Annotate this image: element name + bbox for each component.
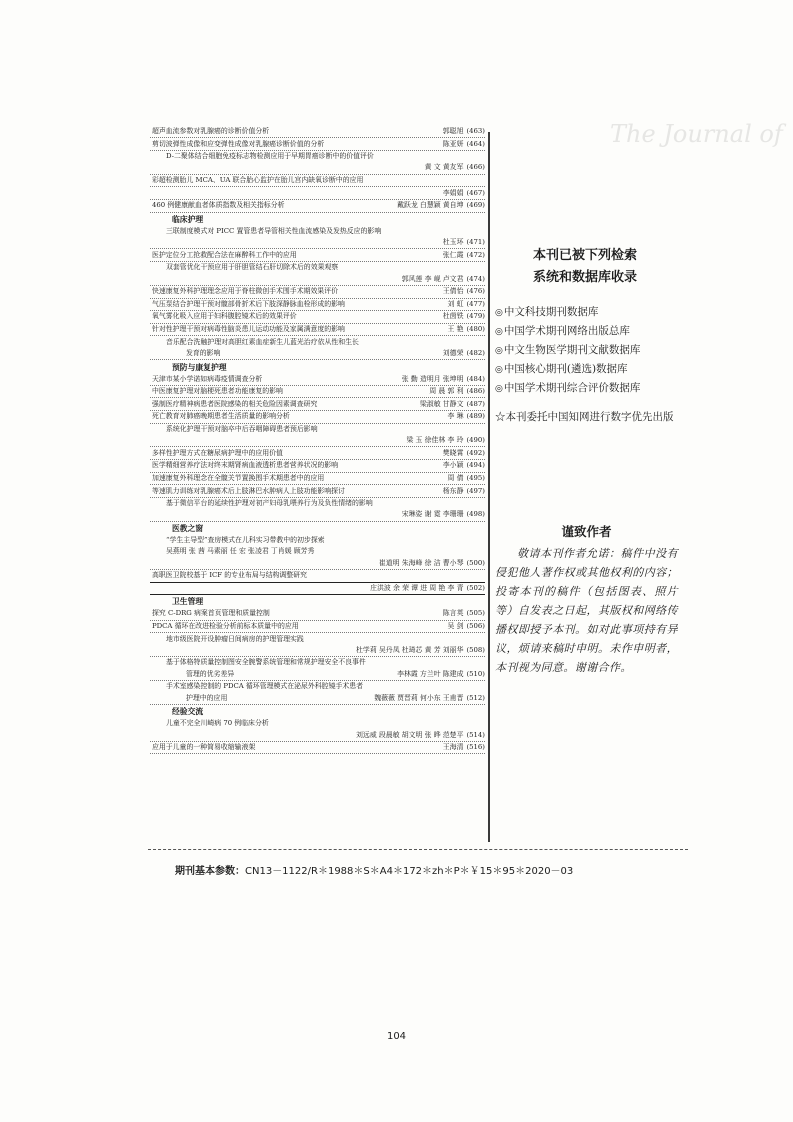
toc-entry-page: (514) <box>466 730 485 739</box>
indexing-title <box>495 245 675 289</box>
toc-entry-page: (505) <box>466 609 485 618</box>
toc-entry-page: (466) <box>466 163 485 172</box>
toc-entry <box>150 486 485 498</box>
toc-title-line: 音乐配合洗触护理对高胆红素血症新生儿蓝光治疗依从性和生长 <box>166 337 359 346</box>
toc-entry-authors: 李林霞 方兰叶 陈建成 <box>397 669 464 678</box>
toc-entry-title: 多样性护理方式在糖尿病护理中的应用价值 <box>152 448 283 457</box>
toc-entry-title: 快速康复外科护理理念应用于脊柱微创手术围手术期效果评价 <box>152 287 339 296</box>
toc-entry <box>150 299 485 311</box>
toc-entry-authors: 杜茵铁 <box>442 312 464 321</box>
toc-entry-authors: 郭风莲 李 岘 卢文君 <box>401 274 464 283</box>
toc-entry-page: (471) <box>466 238 485 247</box>
toc-entry-authors: 李 琳 <box>447 412 464 421</box>
toc-entry <box>150 237 485 249</box>
toc-entry-title: 针对性护理干预对病毒性脑炎患儿运动功能及家属满意度的影响 <box>152 325 345 334</box>
toc-entry-authors: 刘德荣 <box>442 348 464 357</box>
database-item: ◎ 中国学术期刊网络出版总库 <box>495 322 675 341</box>
toc-entry-authors: 王 艳 <box>447 325 464 334</box>
toc-title-line: 手术室感染控制的 PDCA 循环管理模式在泌尿外科腔镜手术患者 <box>166 682 364 691</box>
toc-entry-authors: 张仁霞 <box>442 250 464 259</box>
toc-entry-authors: 王海清 <box>442 743 464 752</box>
toc-entry-page: (490) <box>466 436 485 445</box>
toc-entry-page: (506) <box>466 622 485 630</box>
toc-entry-title: 加速康复外科理念在全髋关节置换围手术期患者中的应用 <box>152 473 325 482</box>
toc-entry-page: (467) <box>466 188 485 197</box>
toc-entry-authors: 魏薇薇 贾晋莉 何小东 王甫晋 <box>374 693 464 702</box>
toc-entry-authors: 庄洪波 余 荣 谭 进 周 艳 李 青 <box>370 583 464 592</box>
toc-title-line: 儿童不完全川崎病 70 例临床分析 <box>166 719 269 728</box>
toc-entry <box>150 126 485 138</box>
toc-entry-page: (502) <box>466 583 485 592</box>
toc-entry <box>150 669 485 681</box>
toc-entry <box>150 311 485 323</box>
toc-entry-page: (495) <box>466 473 485 482</box>
bleed-through-text: The Journal of <box>610 120 783 148</box>
indexing-title-line-1: 本刊已被下列检索 <box>532 248 637 263</box>
toc-title-line: 双套管优化干预应用于肝胆管结石肝切除术后的效果观察 <box>166 263 339 272</box>
toc-entry-title: 彩超检测胎儿 MCA、UA 联合胎心监护在胎儿宫内缺氧诊断中的应用 <box>152 176 364 185</box>
journal-parameters-value: CN13－1122/R＊1988＊S＊A4＊172＊zh＊P＊￥15＊95＊2020－03 <box>245 866 574 877</box>
toc-entry-page: (500) <box>466 558 485 567</box>
section-heading: 卫生管理 <box>172 597 204 607</box>
toc-entry <box>150 348 485 360</box>
author-notice-body: 敬请本刊作者允诺：稿件中没有侵犯他人著作权或其他权利的内容；投寄本刊的稿件（包括图表、照片等）自发表之日起，其版权和网络传播权即授予本刊。如对此事项持有异议，烦请来稿时申明。未作申明者，本刊视为同意。谢谢合作。 <box>495 547 678 674</box>
toc-entry-title: 医护定位分工抢救配合法在麻醉科工作中的应用 <box>152 250 297 259</box>
cnki-note: ☆本刊委托中国知网进行数字优先出版 <box>495 411 674 423</box>
toc-entry-page: (510) <box>466 669 485 678</box>
toc-entry-authors: 郭聪旭 <box>442 127 464 135</box>
toc-entry-page: (476) <box>466 287 485 296</box>
toc-entry-page: (463) <box>466 127 485 135</box>
toc-entry <box>150 162 485 174</box>
toc-entry-authors: 张 勤 造明月 张坤明 <box>401 374 464 383</box>
database-item: ◎ 中文生物医学期刊文献数据库 <box>495 341 675 360</box>
toc-entry-title: 460 例健康献血者体质指数及相关指标分析 <box>152 201 285 210</box>
toc-entry-title: 氧气雾化吸入应用于妇科腹腔镜术后的效果评价 <box>152 312 297 321</box>
toc-entry-title: 强制医疗精神病患者医院感染的相关危险因素调查研究 <box>152 399 318 408</box>
toc-entry-authors: 刘远威 段晨敏 胡文明 张 晔 范楚平 <box>356 730 464 739</box>
toc-entry-authors: 黄 文 黄友军 <box>424 163 464 172</box>
toc-entry <box>150 473 485 485</box>
toc-entry-page: (474) <box>466 274 485 283</box>
toc-entry-page: (497) <box>466 486 485 495</box>
toc-entry-authors: 杜玉环 <box>442 238 464 247</box>
toc-entry-page: (486) <box>466 387 485 396</box>
toc-entry-page: (479) <box>466 312 485 321</box>
toc-entry <box>150 608 485 620</box>
toc-entry-authors: 梁 玉 徐佳林 李 玲 <box>406 436 464 445</box>
toc-entry <box>150 374 485 386</box>
toc-entry-authors: 崔道明 朱海峰 徐 洁 曹小琴 <box>378 558 464 567</box>
indexing-title-line-2: 系统和数据库收录 <box>532 270 637 285</box>
database-item: ◎ 中国学术期刊综合评价数据库 <box>495 379 675 398</box>
database-list <box>495 303 675 398</box>
toc-entry <box>150 742 485 754</box>
author-notice <box>495 522 678 677</box>
toc-entry-authors: 陈言英 <box>442 609 464 618</box>
toc-entry <box>150 435 485 447</box>
toc-entry-title: 天津市某小学诺如病毒疫情调查分析 <box>152 374 263 383</box>
toc-entry-page: (480) <box>466 325 485 334</box>
toc-entry-title: 高职医卫院校基于 ICF 的专业布局与结构调整研究 <box>152 571 307 580</box>
journal-parameters-label: 期刊基本参数： <box>175 866 245 877</box>
toc-title-line: 基于微信平台的延续性护理对初产妇母乳喂养行为及负性情绪的影响 <box>166 499 373 508</box>
toc-title-line: “学生主导型”查房模式在儿科实习带教中的初步探索 <box>166 536 325 545</box>
toc-entry-authors: 李小颖 <box>442 461 464 470</box>
indexing-box <box>495 245 675 426</box>
toc-entry <box>150 730 485 742</box>
toc-entry-title: 等速肌力训练对乳腺癌术后上肢淋巴水肿病人上肢功能影响探讨 <box>152 486 345 495</box>
toc-title-line: 基于体格特质量控制图安全腕警系统管理和常规护理安全不良事件 <box>166 658 366 667</box>
toc-title-line: 三联制度模式对 PICC 置管患者导管相关性血流感染及发热反应的影响 <box>166 226 382 235</box>
toc-entry-page: (469) <box>466 201 485 210</box>
toc-entry-authors: 周 晨 郭 利 <box>429 387 464 396</box>
toc-entry-authors: 戴跃龙 白慧颖 黄自坤 <box>397 201 464 210</box>
journal-parameters <box>175 862 573 877</box>
toc-entry <box>150 274 485 286</box>
toc-entry <box>150 399 485 411</box>
toc-title-line: 吴燕明 张 茜 马素丽 任 宏 张凌君 丁肖媛 顾芳秀 <box>166 547 315 556</box>
toc-entry <box>150 286 485 298</box>
toc-entry-authors: 宋琳姿 谢 霓 李珊珊 <box>401 510 464 519</box>
toc-entry-title: 应用于儿童的一种简易收缩输液架 <box>152 743 256 752</box>
toc-entry-page: (516) <box>466 743 485 752</box>
toc-entry-title: 剪切波弹性成像和应变弹性成像对乳腺癌诊断价值的分析 <box>152 139 325 148</box>
toc-entry-page: (477) <box>466 299 485 308</box>
toc-entry-page: (482) <box>466 348 485 357</box>
toc-title-line: D-二聚体结合细胞免疫标志物检测应用于早期胃癌诊断中的价值评价 <box>166 152 374 161</box>
toc-entry <box>150 175 485 187</box>
toc-entry-authors: 梁淑敏 甘静文 <box>419 399 464 408</box>
toc-entry-title: 护理中的应用 <box>186 693 228 702</box>
toc-title-line: 地市级医院开设肿瘤日间病房的护理管理实践 <box>166 634 304 643</box>
section-heading: 医教之窗 <box>172 524 204 534</box>
footer-divider <box>148 849 688 850</box>
toc-entry <box>150 139 485 151</box>
toc-entry <box>150 621 485 633</box>
toc-entry <box>150 693 485 705</box>
author-notice-title: 谨致作者 <box>561 524 612 539</box>
toc-entry-title: 管理的优劣差异 <box>186 669 235 678</box>
toc-entry-title: 中医康复护理对脑梗死患者功能康复的影响 <box>152 387 283 396</box>
toc-title-line: 系统化护理干预对脑卒中后吞咽障碍患者预后影响 <box>166 424 318 433</box>
toc-entry-page: (472) <box>466 250 485 259</box>
toc-entry <box>150 509 485 521</box>
database-item: ◎ 中国核心期刊(遴选)数据库 <box>495 360 675 379</box>
toc-entry-authors: 李娟娟 <box>442 188 464 197</box>
toc-entry-page: (512) <box>466 693 485 702</box>
toc-entry <box>150 558 485 570</box>
toc-entry-authors: 吴 剑 <box>447 622 464 630</box>
page-number: 104 <box>386 1031 407 1042</box>
toc-entry-authors: 杨东静 <box>442 486 464 495</box>
toc-entry-title: 探究 C-DRG 病案首页管理和质量控制 <box>152 609 270 618</box>
database-item: ◎ 中文科技期刊数据库 <box>495 303 675 322</box>
toc-entry-authors: 刘 虹 <box>447 299 464 308</box>
toc-entry-authors: 陈亚妍 <box>442 139 464 148</box>
table-of-contents <box>150 126 485 755</box>
toc-entry <box>150 250 485 262</box>
toc-entry <box>150 386 485 398</box>
toc-entry-page: (494) <box>466 461 485 470</box>
toc-entry-page: (508) <box>466 645 485 654</box>
toc-entry-authors: 樊晓霄 <box>442 448 464 457</box>
toc-entry-title: 气压泵结合护理干预对髋部骨折术后下肢深静脉血栓形成的影响 <box>152 299 345 308</box>
section-heading: 预防与康复护理 <box>172 362 227 372</box>
toc-entry-authors: 王倩怡 <box>442 287 464 296</box>
toc-entry <box>150 570 485 582</box>
toc-entry <box>150 188 485 200</box>
toc-entry-title: 死亡教育对肺癌晚期患者生活质量的影响分析 <box>152 412 290 421</box>
toc-entry-page: (484) <box>466 374 485 383</box>
toc-entry-authors: 杜学莉 吴丹凤 杜琦芯 黄 芳 刘丽华 <box>356 645 464 654</box>
toc-entry-page: (489) <box>466 412 485 421</box>
toc-entry <box>150 411 485 423</box>
toc-entry-page: (464) <box>466 139 485 148</box>
toc-entry-title: PDCA 循环在改进检验分析前标本质量中的应用 <box>152 622 299 630</box>
toc-entry <box>150 460 485 472</box>
section-heading: 临床护理 <box>172 214 204 224</box>
toc-entry <box>150 583 485 595</box>
toc-entry-title: 发育的影响 <box>186 348 221 357</box>
toc-entry-title: 超声血流参数对乳腺癌的诊断价值分析 <box>152 127 270 135</box>
toc-entry-authors: 周 倩 <box>447 473 464 482</box>
column-divider <box>488 132 490 842</box>
toc-entry <box>150 324 485 336</box>
toc-entry-page: (492) <box>466 448 485 457</box>
toc-entry-page: (487) <box>466 399 485 408</box>
toc-entry-title: 医学精细营养疗法对终末期肾病血液透析患者营养状况的影响 <box>152 461 339 470</box>
toc-entry <box>150 448 485 460</box>
toc-entry-page: (498) <box>466 510 485 519</box>
section-heading: 经验交流 <box>172 707 204 717</box>
toc-entry <box>150 200 485 212</box>
toc-entry <box>150 645 485 657</box>
